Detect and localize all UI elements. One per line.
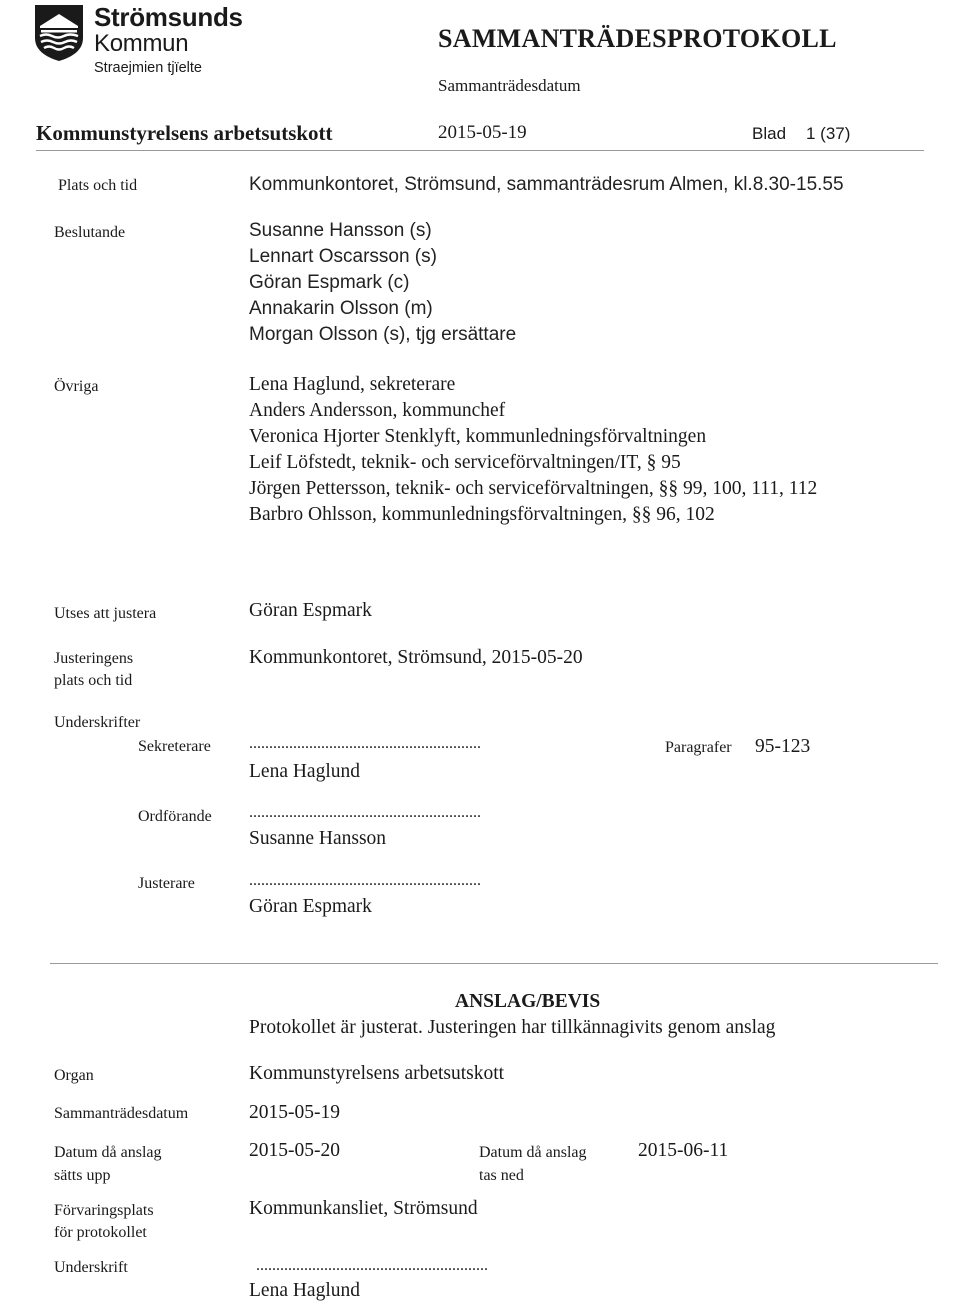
notice-signature-line: .......................................................... (256, 1257, 488, 1274)
paragraphs-label: Paragrafer (665, 739, 732, 756)
notice-divider (50, 963, 938, 964)
header-divider (36, 150, 924, 151)
other-attendee: Veronica Hjorter Stenklyft, kommunledningsförvaltningen (249, 426, 707, 447)
adjuster-chosen-value: Göran Espmark (249, 600, 372, 621)
organ-label: Organ (54, 1067, 94, 1084)
deciding-member: Lennart Oscarsson (s) (249, 246, 437, 267)
meeting-date: 2015-05-19 (438, 122, 527, 143)
secretary-signature-line: .......................................................... (249, 735, 481, 752)
logo-name-line2: Kommun (94, 30, 189, 57)
notice-title: ANSLAG/BEVIS (455, 991, 601, 1012)
posted-label-1: Datum då anslag (54, 1144, 162, 1161)
deciding-label: Beslutande (54, 224, 126, 241)
adjuster-label: Justerare (138, 875, 195, 892)
deciding-member: Susanne Hansson (s) (249, 220, 432, 241)
other-attendee: Leif Löfstedt, teknik- och serviceförvaltningen/IT, § 95 (249, 452, 681, 473)
secretary-name: Lena Haglund (249, 761, 361, 782)
municipality-logo-icon (34, 4, 84, 62)
logo-name-line1: Strömsunds (94, 2, 243, 32)
storage-value: Kommunkansliet, Strömsund (249, 1198, 478, 1219)
place-time-label: Plats och tid (58, 177, 138, 194)
storage-label-1: Förvaringsplats (54, 1202, 154, 1219)
paragraphs-value: 95-123 (755, 736, 811, 757)
signature-label: Underskrift (54, 1259, 128, 1276)
posted-value: 2015-05-20 (249, 1140, 340, 1161)
organ-value: Kommunstyrelsens arbetsutskott (249, 1063, 505, 1084)
others-list (249, 372, 817, 528)
adjust-place-label-1: Justeringens (54, 650, 134, 667)
storage-label-2: för protokollet (54, 1224, 147, 1241)
place-time-value: Kommunkontoret, Strömsund, sammanträdesrum Almen, kl.8.30-15.55 (249, 174, 844, 195)
others-label: Övriga (54, 378, 99, 395)
document-title: SAMMANTRÄDESPROTOKOLL (438, 24, 837, 53)
notice-statement: Protokollet är justerat. Justeringen har tillkännagivits genom anslag (249, 1017, 776, 1038)
deciding-member: Annakarin Olsson (m) (249, 298, 433, 319)
deciding-list (249, 218, 516, 348)
posted-label-2: sätts upp (54, 1167, 111, 1184)
removed-value: 2015-06-11 (638, 1140, 729, 1161)
meeting-date-label: Sammanträdesdatum (438, 76, 581, 95)
other-attendee: Lena Haglund, sekreterare (249, 374, 456, 395)
page-label: Blad (752, 124, 787, 143)
committee-name: Kommunstyrelsens arbetsutskott (36, 121, 333, 145)
deciding-member: Göran Espmark (c) (249, 272, 410, 293)
notice-date-value: 2015-05-19 (249, 1102, 340, 1123)
other-attendee: Barbro Ohlsson, kommunledningsförvaltningen, §§ 96, 102 (249, 504, 715, 525)
chair-name: Susanne Hansson (249, 828, 387, 849)
chair-signature-line: .......................................................... (249, 804, 481, 821)
notice-date-label: Sammanträdesdatum (54, 1105, 189, 1122)
signatures-heading: Underskrifter (54, 714, 141, 731)
adjust-place-label-2: plats och tid (54, 672, 133, 689)
other-attendee: Anders Andersson, kommunchef (249, 400, 506, 421)
notice-signature-name: Lena Haglund (249, 1280, 361, 1301)
adjuster-signature-line: .......................................................... (249, 872, 481, 889)
deciding-member: Morgan Olsson (s), tjg ersättare (249, 324, 517, 345)
adjuster-chosen-label: Utses att justera (54, 605, 157, 622)
removed-label-1: Datum då anslag (479, 1144, 587, 1161)
page-number: 1 (37) (806, 124, 851, 143)
other-attendee: Jörgen Pettersson, teknik- och serviceförvaltningen, §§ 99, 100, 111, 112 (249, 478, 818, 499)
chair-label: Ordförande (138, 808, 212, 825)
logo-name-line3: Straejmien tjïelte (94, 60, 202, 76)
secretary-label: Sekreterare (138, 738, 211, 755)
adjust-place-value: Kommunkontoret, Strömsund, 2015-05-20 (249, 647, 583, 668)
adjuster-name: Göran Espmark (249, 896, 372, 917)
removed-label-2: tas ned (479, 1167, 524, 1184)
